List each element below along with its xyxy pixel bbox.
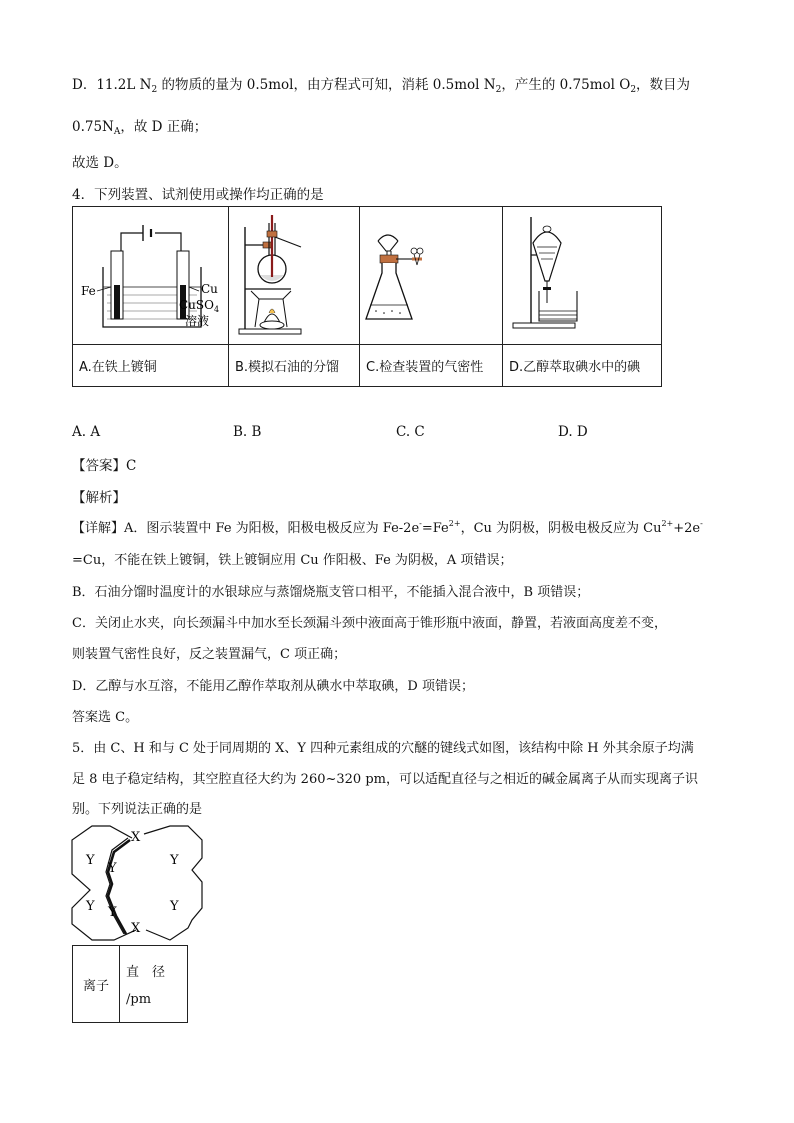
caption-a: A.在铁上镀铜 — [73, 345, 229, 387]
text: ，产生的 0.75mol O — [501, 77, 631, 93]
atom-y-5: Y — [108, 905, 117, 920]
fe-label: Fe — [81, 284, 96, 298]
subscript: 2 — [495, 85, 502, 95]
diameter-header-line-1: 直 径 — [126, 965, 166, 980]
extraction-figure — [503, 207, 661, 340]
choice-d[interactable]: D. D — [558, 424, 588, 440]
text: 0.75N — [72, 119, 114, 135]
detail-line-3: B．石油分馏时温度计的水银球应与蒸馏烧瓶支管口相平，不能插入混合液中，B 项错误； — [72, 585, 590, 600]
superscript: 2+ — [661, 519, 674, 528]
analysis-label: 【解析】 — [72, 490, 126, 506]
answer-value: C — [126, 458, 137, 474]
cuso4-label — [179, 298, 219, 314]
cryptand-structure — [70, 824, 210, 946]
diameter-header-line-2: /pm — [126, 992, 152, 1007]
atom-y-2: Y — [108, 861, 117, 876]
atom-x-bottom: X — [131, 921, 141, 936]
atom-y-1: Y — [86, 853, 95, 868]
diameter-header — [120, 946, 188, 1023]
superscript: - — [700, 519, 703, 528]
caption-d: D.乙醇萃取碘水中的碘 — [503, 345, 662, 387]
q5-line-3: 别。下列说法正确的是 — [72, 802, 203, 817]
analysis-d-line-2 — [72, 115, 207, 137]
text: ，数目为 — [636, 77, 691, 93]
caption-b: B.模拟石油的分馏 — [229, 345, 360, 387]
superscript: - — [419, 519, 422, 528]
cu-label: Cu — [201, 282, 218, 296]
caption-c: C.检查装置的气密性 — [360, 345, 503, 387]
atom-x-top: X — [131, 830, 141, 845]
ion-diameter-table — [72, 945, 188, 1023]
atom-y-4: Y — [86, 899, 95, 914]
text: =Fe — [421, 521, 449, 536]
detail-line-5: 则装置气密性良好，反之装置漏气，C 项正确； — [72, 647, 347, 662]
text: D．11.2L N — [72, 77, 152, 93]
detail-line-2: =Cu，不能在铁上镀铜，铁上镀铜应用 Cu 作阳极、Fe 为阴极，A 项错误； — [72, 553, 513, 568]
detail-line-1 — [72, 517, 703, 536]
figure-c-cell — [360, 207, 503, 345]
q5-line-1: 5．由 C、H 和与 C 处于同周期的 X、Y 四种元素组成的穴醚的键线式如图，该结构中除 H 外其余原子均满 — [72, 741, 694, 756]
superscript: 2+ — [448, 519, 461, 528]
solution-label: 溶液 — [185, 314, 210, 328]
choice-a[interactable]: A. A — [72, 424, 101, 440]
subscript: 2 — [630, 85, 637, 95]
analysis-d-line-1 — [72, 73, 690, 95]
text: 【详解】A．图示装置中 Fe 为阳极，阳极电极反应为 Fe-2e — [72, 521, 420, 536]
choice-b[interactable]: B. B — [233, 424, 262, 440]
text: +2e — [673, 521, 701, 536]
detail-line-7: 答案选 C。 — [72, 710, 139, 725]
atom-y-3: Y — [170, 853, 179, 868]
atom-y-6: Y — [170, 899, 179, 914]
choice-c[interactable]: C. C — [396, 424, 425, 440]
q4-stem: 4．下列装置、试剂使用或操作均正确的是 — [72, 187, 324, 203]
detail-line-6: D．乙醇与水互溶，不能用乙醇作萃取剂从碘水中萃取碘，D 项错误； — [72, 679, 474, 694]
cuso4-text: CuSO — [179, 298, 214, 312]
subscript: 2 — [151, 85, 158, 95]
detail-line-4: C．关闭止水夹，向长颈漏斗中加水至长颈漏斗颈中液面高于锥形瓶中液面，静置，若液面高度差不变， — [72, 616, 667, 631]
ion-header: 离子 — [73, 946, 120, 1023]
text: 的物质的量为 0.5mol，由方程式可知，消耗 0.5mol N — [157, 77, 496, 93]
subscript: A — [113, 127, 121, 137]
distillation-figure — [229, 207, 359, 340]
answer-line — [72, 454, 136, 474]
q5-line-2: 足 8 电子稳定结构，其空腔直径大约为 260~320 pm，可以适配直径与之相近的碱金属离子从而实现离子识 — [72, 772, 698, 787]
answer-label: 【答案】 — [72, 458, 126, 474]
figure-d-cell — [503, 207, 662, 345]
select-d-line: 故选 D。 — [72, 155, 128, 171]
airtightness-figure — [360, 207, 502, 340]
q4-apparatus-table — [72, 206, 662, 387]
text: ，Cu 为阴极，阴极电极反应为 Cu — [460, 521, 662, 536]
figure-b-cell — [229, 207, 360, 345]
text: ，故 D 正确； — [120, 119, 208, 135]
figure-a-cell — [73, 207, 229, 345]
cuso4-subscript: 4 — [213, 305, 220, 314]
electroplating-figure — [73, 207, 228, 340]
